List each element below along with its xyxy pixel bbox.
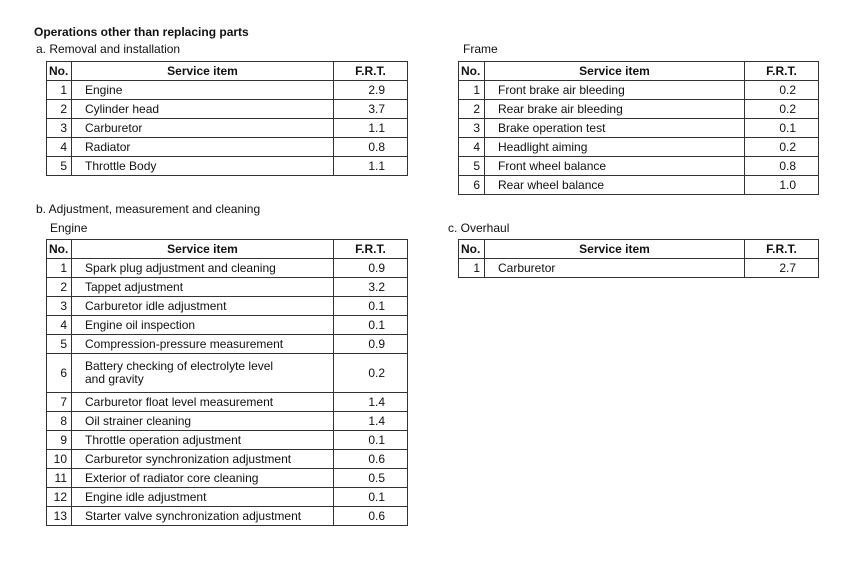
row-frt: 0.6 [334, 450, 408, 469]
row-no: 1 [47, 259, 72, 278]
header-no: No. [459, 240, 485, 259]
row-item: Starter valve synchronization adjustment [72, 507, 334, 526]
table-header-row [47, 240, 408, 259]
table-row [47, 278, 408, 297]
row-frt: 2.9 [334, 81, 408, 100]
page-title: Operations other than replacing parts [34, 25, 249, 39]
row-frt: 0.2 [745, 138, 819, 157]
header-no: No. [459, 62, 485, 81]
header-frt: F.R.T. [334, 240, 408, 259]
row-frt: 1.1 [334, 157, 408, 176]
row-frt: 0.6 [334, 507, 408, 526]
row-item: Throttle Body [72, 157, 334, 176]
row-no: 2 [47, 100, 72, 119]
row-no: 4 [47, 138, 72, 157]
table-row [459, 157, 819, 176]
row-item: Front wheel balance [485, 157, 745, 176]
table-row [47, 507, 408, 526]
table-row [47, 488, 408, 507]
row-item: Headlight aiming [485, 138, 745, 157]
header-no: No. [47, 62, 72, 81]
row-frt: 0.1 [334, 431, 408, 450]
table-row [47, 412, 408, 431]
row-item [72, 354, 334, 393]
row-no: 11 [47, 469, 72, 488]
table-row [47, 297, 408, 316]
row-no: 12 [47, 488, 72, 507]
row-frt: 3.2 [334, 278, 408, 297]
row-item: Cylinder head [72, 100, 334, 119]
row-item: Carburetor [485, 259, 745, 278]
row-no: 6 [459, 176, 485, 195]
row-frt: 3.7 [334, 100, 408, 119]
table-row [47, 354, 408, 393]
row-item: Engine [72, 81, 334, 100]
row-no: 1 [459, 81, 485, 100]
row-item: Compression-pressure measurement [72, 335, 334, 354]
row-no: 9 [47, 431, 72, 450]
table-row [47, 157, 408, 176]
table-row [47, 100, 408, 119]
row-item: Exterior of radiator core cleaning [72, 469, 334, 488]
row-item-line1: Battery checking of electrolyte level [85, 359, 274, 373]
row-no: 3 [47, 119, 72, 138]
row-item: Engine oil inspection [72, 316, 334, 335]
row-frt: 0.2 [745, 100, 819, 119]
row-no: 5 [47, 335, 72, 354]
row-item: Carburetor synchronization adjustment [72, 450, 334, 469]
row-item: Carburetor [72, 119, 334, 138]
row-item: Spark plug adjustment and cleaning [72, 259, 334, 278]
row-no: 4 [459, 138, 485, 157]
row-item: Carburetor idle adjustment [72, 297, 334, 316]
row-item: Throttle operation adjustment [72, 431, 334, 450]
row-no: 3 [459, 119, 485, 138]
section-b-sublabel: Engine [50, 221, 88, 235]
row-item: Front brake air bleeding [485, 81, 745, 100]
table-row [47, 138, 408, 157]
row-no: 10 [47, 450, 72, 469]
table-header-row [47, 62, 408, 81]
row-no: 5 [47, 157, 72, 176]
row-frt: 0.2 [334, 354, 408, 393]
row-item-line2: and gravity [85, 372, 144, 386]
table-row [47, 450, 408, 469]
header-frt: F.R.T. [745, 240, 819, 259]
header-service-item: Service item [72, 62, 334, 81]
table-row [459, 81, 819, 100]
section-c-label: c. Overhaul [448, 221, 510, 235]
row-no: 1 [47, 81, 72, 100]
table-row [459, 138, 819, 157]
row-item: Rear brake air bleeding [485, 100, 745, 119]
table-row [47, 259, 408, 278]
header-service-item: Service item [72, 240, 334, 259]
row-item: Carburetor float level measurement [72, 393, 334, 412]
section-a-label: a. Removal and installation [36, 42, 181, 56]
row-no: 3 [47, 297, 72, 316]
row-frt: 0.5 [334, 469, 408, 488]
row-frt: 0.1 [334, 488, 408, 507]
row-no: 4 [47, 316, 72, 335]
row-frt: 2.7 [745, 259, 819, 278]
table-row [47, 119, 408, 138]
row-frt: 1.4 [334, 393, 408, 412]
adjustment-engine-table [46, 239, 408, 526]
header-frt: F.R.T. [745, 62, 819, 81]
row-frt: 0.2 [745, 81, 819, 100]
row-no: 1 [459, 259, 485, 278]
table-row [459, 119, 819, 138]
header-no: No. [47, 240, 72, 259]
row-frt: 1.1 [334, 119, 408, 138]
table-row [459, 176, 819, 195]
row-no: 5 [459, 157, 485, 176]
table-row [47, 81, 408, 100]
row-no: 13 [47, 507, 72, 526]
table-header-row [459, 62, 819, 81]
row-item: Oil strainer cleaning [72, 412, 334, 431]
table-row [47, 469, 408, 488]
row-no: 2 [459, 100, 485, 119]
table-row [47, 431, 408, 450]
frame-table [458, 61, 819, 195]
row-item: Rear wheel balance [485, 176, 745, 195]
row-no: 2 [47, 278, 72, 297]
row-frt: 0.1 [334, 316, 408, 335]
row-item: Engine idle adjustment [72, 488, 334, 507]
table-row [47, 335, 408, 354]
table-row [459, 259, 819, 278]
table-row [47, 393, 408, 412]
row-item: Tappet adjustment [72, 278, 334, 297]
row-frt: 0.8 [334, 138, 408, 157]
row-no: 8 [47, 412, 72, 431]
row-no: 7 [47, 393, 72, 412]
table-row [459, 100, 819, 119]
overhaul-table [458, 239, 819, 278]
row-frt: 0.9 [334, 259, 408, 278]
row-frt: 1.4 [334, 412, 408, 431]
row-item: Radiator [72, 138, 334, 157]
row-frt: 0.9 [334, 335, 408, 354]
header-service-item: Service item [485, 62, 745, 81]
row-frt: 0.8 [745, 157, 819, 176]
frame-label: Frame [463, 42, 498, 56]
table-row [47, 316, 408, 335]
header-service-item: Service item [485, 240, 745, 259]
row-frt: 0.1 [334, 297, 408, 316]
row-frt: 0.1 [745, 119, 819, 138]
removal-installation-table [46, 61, 408, 176]
header-frt: F.R.T. [334, 62, 408, 81]
row-no: 6 [47, 354, 72, 393]
section-b-label: b. Adjustment, measurement and cleaning [36, 202, 261, 216]
row-frt: 1.0 [745, 176, 819, 195]
row-item: Brake operation test [485, 119, 745, 138]
table-header-row [459, 240, 819, 259]
